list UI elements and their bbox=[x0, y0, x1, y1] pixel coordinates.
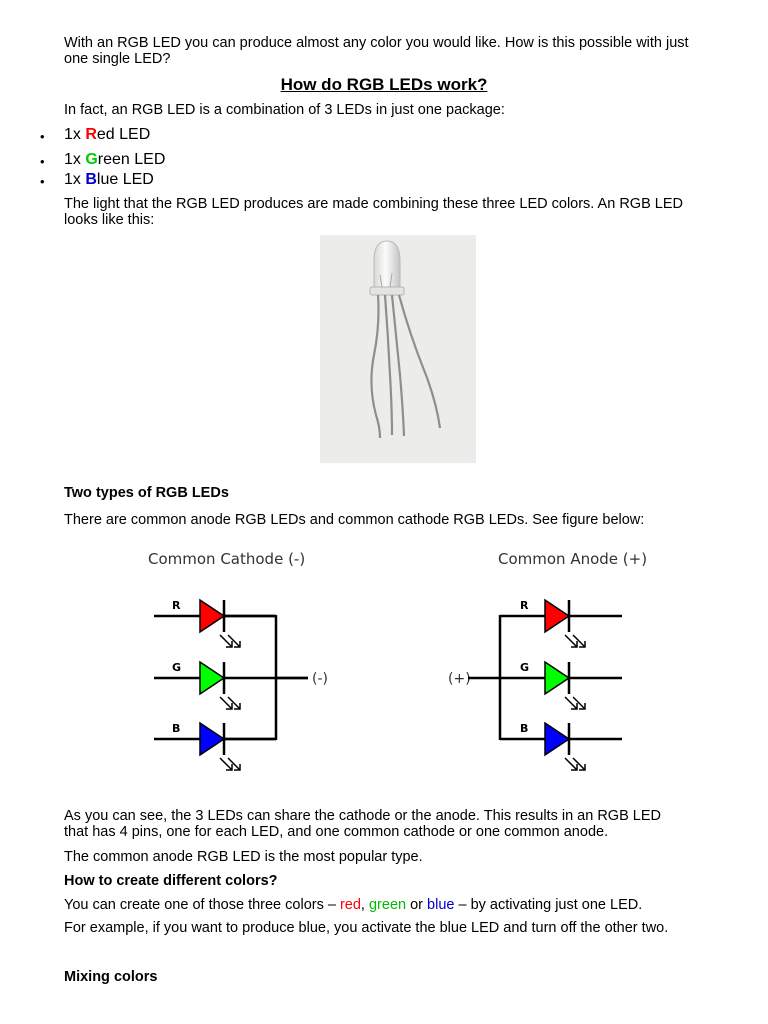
green-initial: G bbox=[85, 151, 98, 168]
led-circuit-diagram bbox=[140, 540, 660, 780]
popular-text: The common anode RGB LED is the most popular type. bbox=[64, 849, 423, 865]
rgb-led-illustration bbox=[320, 235, 476, 463]
bullet-dot: • bbox=[40, 129, 45, 144]
light-arrows-icon bbox=[565, 635, 585, 647]
types-text: There are common anode RGB LEDs and common cathode RGB LEDs. See figure below: bbox=[64, 512, 645, 528]
cathode-title: Common Cathode (-) bbox=[148, 550, 306, 568]
colors-text-after: – by activating just one LED. bbox=[454, 897, 643, 913]
cathode-label-g: G bbox=[172, 661, 182, 674]
anode-label-g: G bbox=[520, 661, 530, 674]
bullet-dot: • bbox=[40, 174, 45, 189]
light-text-line-2: looks like this: bbox=[64, 212, 155, 228]
share-text-line-2: that has 4 pins, one for each LED, and one common cathode or one common anode. bbox=[64, 824, 609, 840]
intro-line-1: With an RGB LED you can produce almost any color you would like. How is this possible with just bbox=[64, 35, 689, 51]
light-arrows-icon bbox=[565, 758, 585, 770]
blue-diode-icon bbox=[200, 723, 224, 755]
red-initial: R bbox=[85, 126, 97, 143]
list-item-red-led bbox=[64, 126, 150, 144]
blue-initial: B bbox=[85, 171, 97, 188]
anode-terminal-label: (+) bbox=[448, 671, 471, 687]
light-arrows-icon bbox=[565, 697, 585, 709]
colors-text bbox=[64, 897, 642, 914]
list-item-rest: ed LED bbox=[96, 126, 151, 143]
blue-diode-icon bbox=[545, 723, 569, 755]
mixing-heading: Mixing colors bbox=[64, 969, 158, 985]
anode-label-b: B bbox=[520, 722, 529, 735]
colors-text-comma: , bbox=[360, 897, 369, 913]
combination-text: In fact, an RGB LED is a combination of 3 LEDs in just one package: bbox=[64, 102, 505, 118]
bullet-dot: • bbox=[40, 154, 45, 169]
cathode-label-r: R bbox=[172, 599, 181, 612]
common-cathode-circuit bbox=[154, 599, 328, 770]
light-text-line-1: The light that the RGB LED produces are made combining these three LED colors. An RGB LED bbox=[64, 196, 683, 212]
light-arrows-icon bbox=[220, 758, 240, 770]
word-blue: blue bbox=[427, 897, 455, 913]
light-arrows-icon bbox=[220, 697, 240, 709]
list-item-rest: reen LED bbox=[97, 151, 166, 168]
intro-line-2: one single LED? bbox=[64, 51, 171, 67]
list-item-rest: lue LED bbox=[96, 171, 154, 188]
anode-title: Common Anode (+) bbox=[498, 550, 648, 568]
common-anode-circuit bbox=[448, 599, 622, 770]
list-item-green-led bbox=[64, 151, 165, 169]
cathode-label-b: B bbox=[172, 722, 181, 735]
colors-text-before: You can create one of those three colors – bbox=[64, 897, 340, 913]
list-item-blue-led bbox=[64, 171, 154, 189]
cathode-terminal-label: (-) bbox=[312, 671, 328, 687]
example-text: For example, if you want to produce blue, you activate the blue LED and turn off the other two. bbox=[64, 920, 669, 936]
colors-heading: How to create different colors? bbox=[64, 873, 278, 889]
types-heading: Two types of RGB LEDs bbox=[64, 485, 229, 501]
list-item-prefix: 1x bbox=[64, 171, 86, 188]
word-red: red bbox=[339, 897, 361, 913]
green-diode-icon bbox=[200, 662, 224, 694]
share-text-line-1: As you can see, the 3 LEDs can share the cathode or the anode. This results in an RGB LED bbox=[64, 808, 661, 824]
red-diode-icon bbox=[200, 600, 224, 632]
word-green: green bbox=[368, 897, 407, 913]
list-item-prefix: 1x bbox=[64, 151, 86, 168]
rgb-led-photo bbox=[320, 235, 476, 463]
light-arrows-icon bbox=[220, 635, 240, 647]
list-item-prefix: 1x bbox=[64, 126, 86, 143]
section-heading: How do RGB LEDs work? bbox=[280, 75, 488, 94]
red-diode-icon bbox=[545, 600, 569, 632]
anode-label-r: R bbox=[520, 599, 529, 612]
colors-text-or: or bbox=[406, 897, 428, 913]
green-diode-icon bbox=[545, 662, 569, 694]
